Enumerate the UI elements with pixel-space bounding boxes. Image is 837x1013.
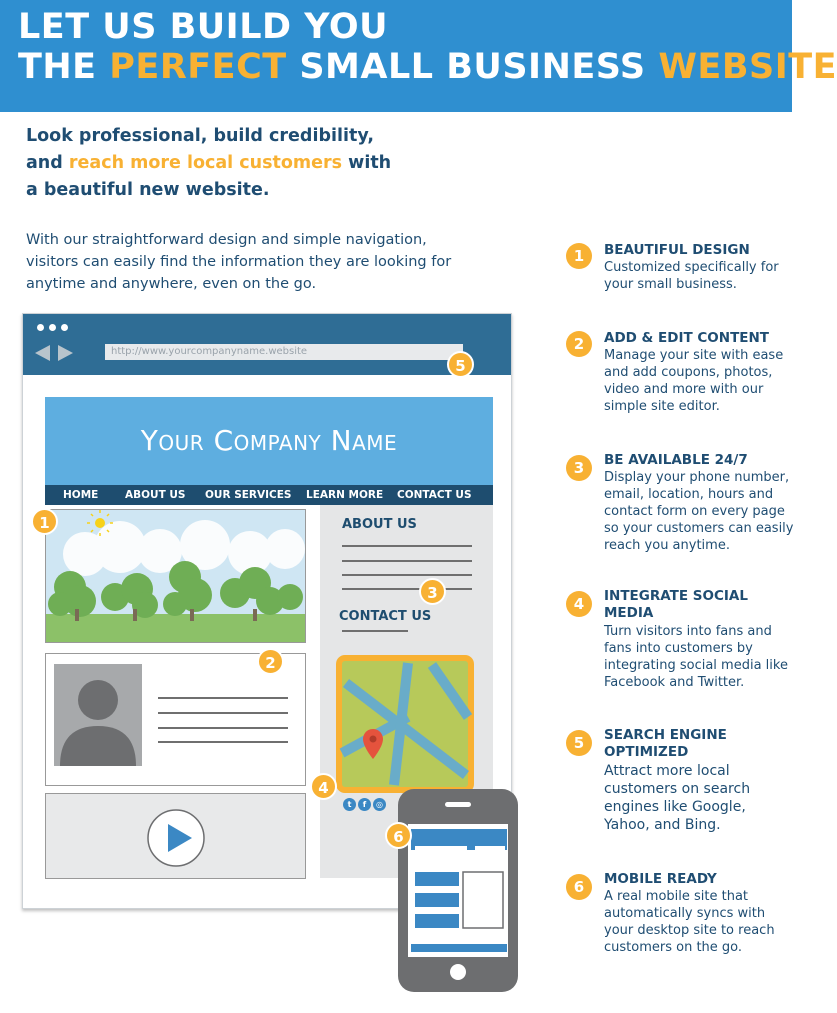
instagram-icon: ◎ (373, 798, 386, 811)
header-banner (0, 0, 837, 112)
feature-body: A real mobile site that (604, 889, 749, 904)
intro-line-3: a beautiful new website. (26, 180, 270, 200)
nav-our-services: OUR SERVICES (205, 489, 292, 501)
map-icon (336, 655, 474, 793)
headline-highlight-website: WEBSITE (658, 47, 837, 87)
paragraph-line-2: visitors can easily find the information they are looking for (26, 254, 452, 270)
facebook-icon: f (358, 798, 371, 811)
feature-body: Yahoo, and Bing. (604, 817, 721, 833)
paragraph-line-1: With our straightforward design and simple navigation, (26, 232, 427, 248)
browser-toolbar (23, 314, 511, 375)
paragraph-line-3: anytime and anywhere, even on the go. (26, 276, 317, 292)
nav-learn-more: LEARN MORE (306, 489, 384, 501)
feature-title: ADD & EDIT CONTENT (604, 330, 770, 346)
feature-body: customers on the go. (604, 940, 743, 955)
feature-body: customers on search (604, 781, 751, 797)
intro-line-2 (26, 150, 391, 177)
video-card (45, 793, 306, 879)
text-line-placeholder (158, 741, 288, 743)
company-name (45, 397, 493, 485)
text-line-placeholder (342, 630, 408, 632)
feature-body: Turn visitors into fans and (604, 624, 772, 639)
feature-body: engines like Google, (604, 799, 746, 815)
feature-title: BEAUTIFUL DESIGN (604, 242, 750, 258)
feature-number-badge: 3 (566, 455, 592, 481)
contact-us-title: CONTACT US (339, 609, 432, 624)
url-bar: http://www.yourcompanyname.website (105, 344, 463, 360)
intro-text: and (26, 153, 69, 173)
feature-title: MEDIA (604, 605, 654, 621)
text-line-placeholder (158, 712, 288, 714)
mobile-phone-icon (397, 788, 519, 993)
feature-body: and add coupons, photos, (604, 365, 773, 380)
nav-contact-us: CONTACT US (397, 489, 472, 501)
feature-body: integrating social media like (604, 658, 788, 673)
text-line-placeholder (158, 727, 288, 729)
nav-about-us: ABOUT US (125, 489, 186, 501)
site-header (45, 397, 493, 485)
person-avatar-icon (54, 664, 142, 766)
feature-title: SEARCH ENGINE (604, 727, 727, 743)
feature-body: Manage your site with ease (604, 348, 784, 363)
badge-5: 5 (447, 351, 474, 378)
feature-body: contact form on every page (604, 504, 785, 519)
text-line-placeholder (342, 560, 472, 562)
window-dot-icon (37, 324, 44, 331)
text-line-placeholder (158, 697, 288, 699)
landscape-image (45, 509, 306, 643)
feature-body: your desktop site to reach (604, 923, 775, 938)
text-line-placeholder (342, 588, 472, 590)
feature-number-badge: 6 (566, 874, 592, 900)
feature-body: email, location, hours and (604, 487, 774, 502)
feature-body: Facebook and Twitter. (604, 675, 745, 690)
company-name-text: Your Company Name (140, 424, 398, 457)
feature-title: INTEGRATE SOCIAL (604, 588, 748, 604)
about-us-title: ABOUT US (342, 517, 417, 532)
feature-title: MOBILE READY (604, 871, 717, 887)
headline-text: SMALL BUSINESS (286, 47, 659, 87)
feature-title: OPTIMIZED (604, 744, 689, 760)
feature-body: simple site editor. (604, 399, 720, 414)
text-line-placeholder (342, 545, 472, 547)
feature-body: reach you anytime. (604, 538, 730, 553)
feature-title: BE AVAILABLE 24/7 (604, 452, 748, 468)
window-dot-icon (61, 324, 68, 331)
badge-6: 6 (385, 822, 412, 849)
twitter-icon: t (343, 798, 356, 811)
feature-body: Display your phone number, (604, 470, 790, 485)
badge-1: 1 (31, 508, 58, 535)
headline-text: THE (18, 47, 110, 87)
feature-number-badge: 4 (566, 591, 592, 617)
nav-home: HOME (63, 489, 99, 501)
feature-body: so your customers can easily (604, 521, 794, 536)
badge-3: 3 (419, 578, 446, 605)
feature-number-badge: 2 (566, 331, 592, 357)
play-icon (146, 808, 206, 868)
intro-highlight: reach more local customers (68, 153, 343, 173)
badge-4: 4 (310, 773, 337, 800)
text-line-placeholder (342, 574, 472, 576)
feature-number-badge: 1 (566, 243, 592, 269)
feature-body: video and more with our (604, 382, 764, 397)
headline-line-1: LET US BUILD YOU (18, 7, 389, 47)
feature-body: automatically syncs with (604, 906, 766, 921)
back-forward-arrows-icon (33, 344, 75, 362)
window-dot-icon (49, 324, 56, 331)
site-nav (45, 485, 493, 505)
feature-body: your small business. (604, 277, 737, 292)
intro-line-1: Look professional, build credibility, (26, 126, 375, 146)
badge-2: 2 (257, 648, 284, 675)
feature-number-badge: 5 (566, 730, 592, 756)
feature-body: fans into customers by (604, 641, 753, 656)
headline-highlight-perfect: PERFECT (109, 47, 287, 87)
feature-body: Customized specifically for (604, 260, 779, 275)
intro-text: with (342, 153, 392, 173)
headline-line-2 (18, 46, 837, 88)
feature-body: Attract more local (604, 763, 730, 779)
